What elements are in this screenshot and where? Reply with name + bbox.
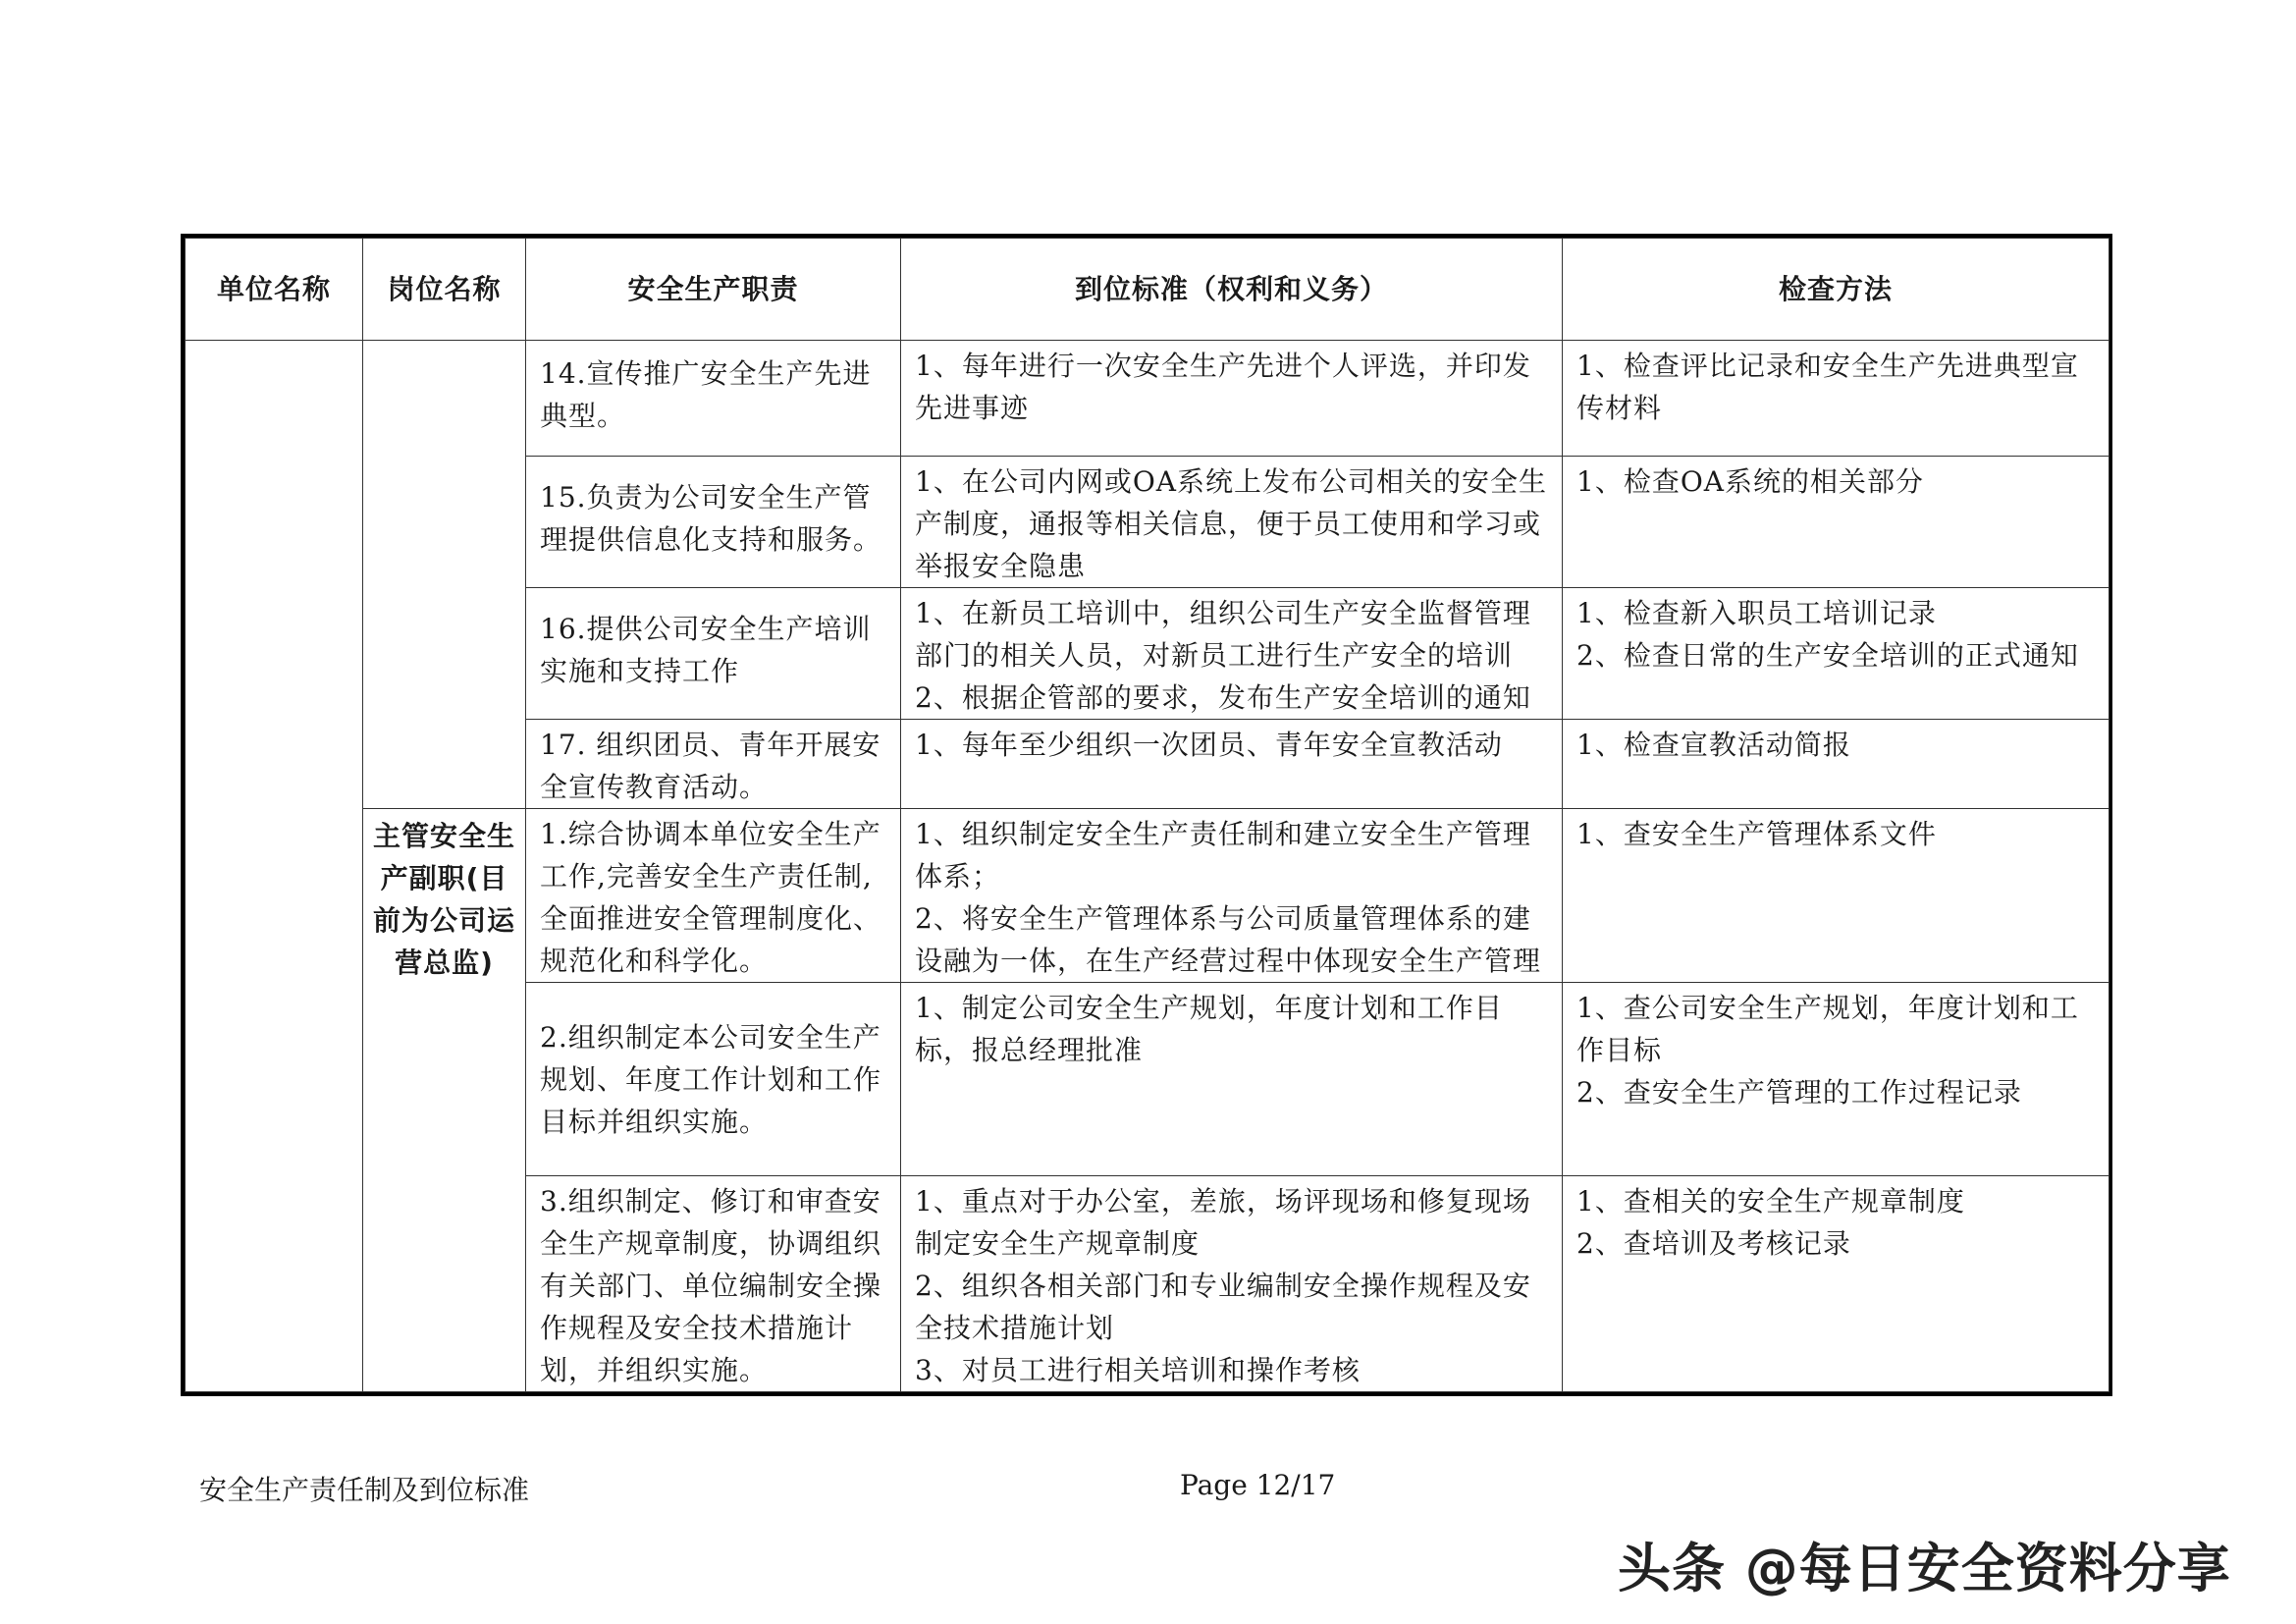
duty-cell: 3.组织制定、修订和审查安全生产规章制度，协调组织有关部门、单位编制安全操作规程及安全技术措施计划，并组织实施。 bbox=[526, 1176, 901, 1392]
header-check-method: 检查方法 bbox=[1563, 239, 2109, 341]
standard-cell: 1、每年进行一次安全生产先进个人评选，并印发先进事迹 bbox=[901, 341, 1563, 457]
table-row bbox=[186, 809, 2109, 983]
check-cell: 1、检查宣教活动简报 bbox=[1563, 720, 2109, 809]
header-safety-duty: 安全生产职责 bbox=[526, 239, 901, 341]
check-cell: 1、查相关的安全生产规章制度 2、查培训及考核记录 bbox=[1563, 1176, 2109, 1392]
post-name-cell-2: 主管安全生产副职(目前为公司运营总监) bbox=[363, 809, 526, 1392]
duty-cell: 17. 组织团员、青年开展安全宣传教育活动。 bbox=[526, 720, 901, 809]
duty-cell: 15.负责为公司安全生产管理提供信息化支持和服务。 bbox=[526, 457, 901, 588]
duty-cell: 16.提供公司安全生产培训实施和支持工作 bbox=[526, 588, 901, 720]
standard-cell: 1、每年至少组织一次团员、青年安全宣教活动 bbox=[901, 720, 1563, 809]
standard-cell: 1、组织制定安全生产责任制和建立安全生产管理体系； 2、将安全生产管理体系与公司质量管理体系的建设融为一体，在生产经营过程中体现安全生产管理 bbox=[901, 809, 1563, 983]
header-post-name: 岗位名称 bbox=[363, 239, 526, 341]
responsibility-table bbox=[185, 238, 2109, 1392]
watermark-text: 头条 @每日安全资料分享 bbox=[1618, 1538, 2231, 1599]
check-cell: 1、查公司安全生产规划，年度计划和工作目标 2、查安全生产管理的工作过程记录 bbox=[1563, 983, 2109, 1176]
standard-cell: 1、重点对于办公室，差旅，场评现场和修复现场制定安全生产规章制度 2、组织各相关部门和专业编制安全操作规程及安全技术措施计划 3、对员工进行相关培训和操作考核 bbox=[901, 1176, 1563, 1392]
header-unit-name: 单位名称 bbox=[186, 239, 363, 341]
header-standard: 到位标准（权利和义务） bbox=[901, 239, 1563, 341]
responsibility-table-container bbox=[181, 234, 2112, 1396]
check-cell: 1、检查OA系统的相关部分 bbox=[1563, 457, 2109, 588]
footer-page-number: Page 12/17 bbox=[1180, 1469, 1336, 1501]
footer-document-title: 安全生产责任制及到位标准 bbox=[199, 1474, 530, 1506]
standard-cell: 1、制定公司安全生产规划，年度计划和工作目标，报总经理批准 bbox=[901, 983, 1563, 1176]
check-cell: 1、检查评比记录和安全生产先进典型宣传材料 bbox=[1563, 341, 2109, 457]
duty-cell: 1.综合协调本单位安全生产工作,完善安全生产责任制,全面推进安全管理制度化、规范化和科学化。 bbox=[526, 809, 901, 983]
check-cell: 1、检查新入职员工培训记录 2、检查日常的生产安全培训的正式通知 bbox=[1563, 588, 2109, 720]
unit-name-cell bbox=[186, 341, 363, 1392]
table-row bbox=[186, 341, 2109, 457]
table-header-row bbox=[186, 239, 2109, 341]
standard-cell: 1、在新员工培训中，组织公司生产安全监督管理部门的相关人员，对新员工进行生产安全的培训 2、根据企管部的要求，发布生产安全培训的通知 bbox=[901, 588, 1563, 720]
duty-cell: 14.宣传推广安全生产先进典型。 bbox=[526, 341, 901, 457]
duty-cell: 2.组织制定本公司安全生产规划、年度工作计划和工作目标并组织实施。 bbox=[526, 983, 901, 1176]
check-cell: 1、查安全生产管理体系文件 bbox=[1563, 809, 2109, 983]
post-name-cell-1 bbox=[363, 341, 526, 809]
standard-cell: 1、在公司内网或OA系统上发布公司相关的安全生产制度，通报等相关信息，便于员工使用和学习或举报安全隐患 bbox=[901, 457, 1563, 588]
